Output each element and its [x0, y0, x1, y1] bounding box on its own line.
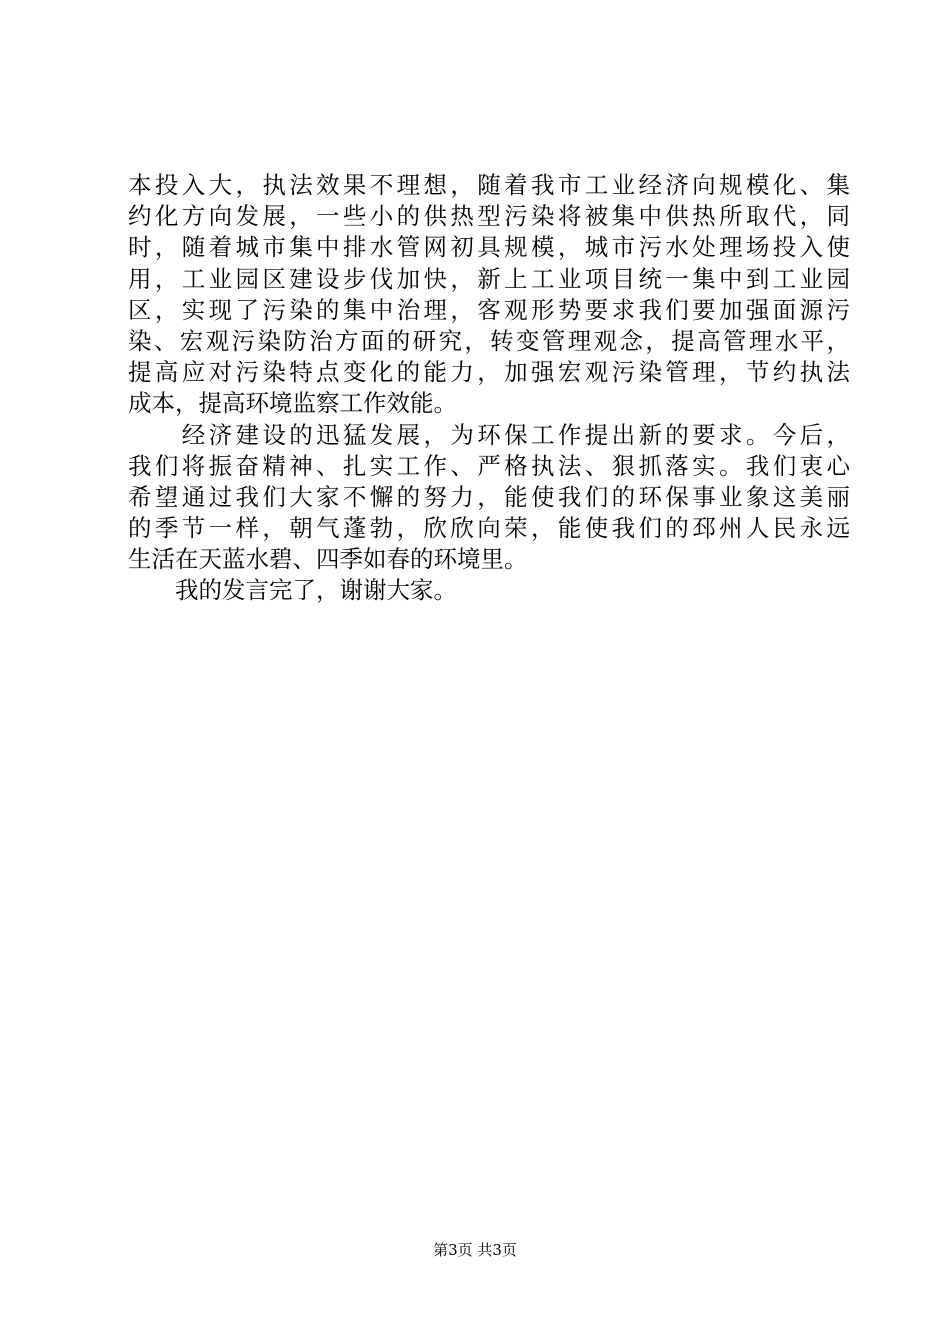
text-line: 生活在天蓝水碧、四季如春的环境里。: [128, 545, 528, 574]
text-line: 本投入大，执法效果不理想，随着我市工业经济向规模化、集: [128, 171, 850, 199]
text-line: 我们将振奋精神、扎实工作、严格执法、狠抓落实。我们衷心: [128, 451, 850, 480]
text-line: 希望通过我们大家不懈的努力，能使我们的环保事业象这美丽: [128, 482, 850, 511]
page-footer: 第3页 共3页: [433, 1241, 517, 1259]
text-line: 提高应对污染特点变化的能力，加强宏观污染管理，节约执法: [128, 358, 850, 387]
text-line: 的季节一样，朝气蓬勃，欣欣向荣，能使我们的邳州人民永远: [128, 514, 850, 543]
text-line: 约化方向发展，一些小的供热型污染将被集中供热所取代，同: [128, 202, 850, 231]
text-line: 用，工业园区建设步伐加快，新上工业项目统一集中到工业园: [128, 264, 850, 293]
text-line: 成本，提高环境监察工作效能。: [128, 389, 457, 418]
text-line: 经济建设的迅猛发展，为环保工作提出新的要求。今后，: [128, 420, 850, 449]
text-line: 染、宏观污染防治方面的研究，转变管理观念，提高管理水平，: [128, 326, 850, 355]
text-line: 区，实现了污染的集中治理，客观形势要求我们要加强面源污: [128, 295, 850, 324]
document-body: [128, 170, 850, 607]
text-line: 我的发言完了，谢谢大家。: [128, 576, 457, 605]
text-line: 时，随着城市集中排水管网初具规模，城市污水处理场投入使: [128, 233, 850, 262]
